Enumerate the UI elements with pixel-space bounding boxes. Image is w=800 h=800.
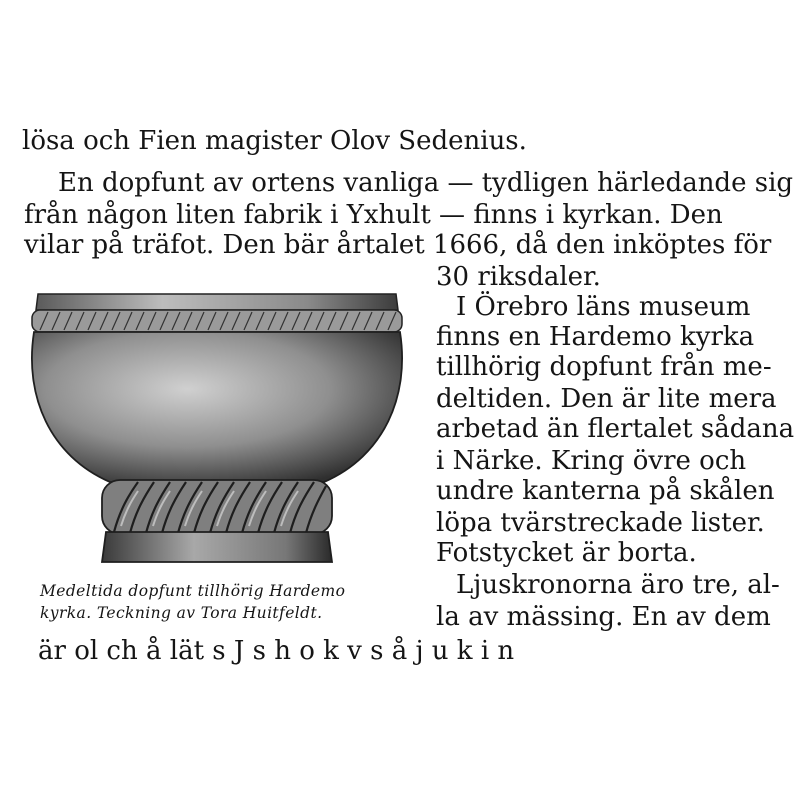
- paragraph-line-3: vilar på träfot. Den bär årtalet 1666, då den inköptes för: [24, 230, 772, 260]
- paragraph-line-1: En dopfunt av ortens vanliga — tydligen härledande sig: [58, 168, 794, 198]
- baptismal-font-illustration: [20, 286, 412, 568]
- cut-off-bottom-line: är ol ch å lät s J s h o k v s å j u k i n: [38, 636, 515, 666]
- column-line-7: i Närke. Kring övre och: [436, 446, 747, 476]
- column-line-1: 30 riksdaler.: [436, 262, 601, 292]
- column-line-8: undre kanterna på skålen: [436, 476, 775, 506]
- figure-caption-line-2: kyrka. Teckning av Tora Huitfeldt.: [40, 604, 323, 622]
- column-line-2: I Örebro läns museum: [456, 292, 751, 322]
- cut-off-top-line: lösa och Fien magister Olov Sedenius.: [22, 126, 527, 156]
- paragraph-line-2: från någon liten fabrik i Yxhult — finns i kyrkan. Den: [24, 200, 723, 230]
- column-line-6: arbetad än flertalet sådana: [436, 414, 795, 444]
- column-line-11: Ljuskronorna äro tre, al-: [456, 570, 780, 600]
- column-line-4: tillhörig dopfunt från me-: [436, 352, 772, 382]
- column-line-10: Fotstycket är borta.: [436, 538, 697, 568]
- column-line-3: finns en Hardemo kyrka: [436, 322, 755, 352]
- cut-off-bottom-line-container: [0, 636, 800, 666]
- column-line-12: la av mässing. En av dem: [436, 602, 771, 632]
- column-line-5: deltiden. Den är lite mera: [436, 384, 777, 414]
- cut-off-top-line-container: [0, 126, 800, 162]
- figure-caption-line-1: Medeltida dopfunt tillhörig Hardemo: [40, 582, 346, 600]
- column-line-9: löpa tvärstreckade lister.: [436, 508, 765, 538]
